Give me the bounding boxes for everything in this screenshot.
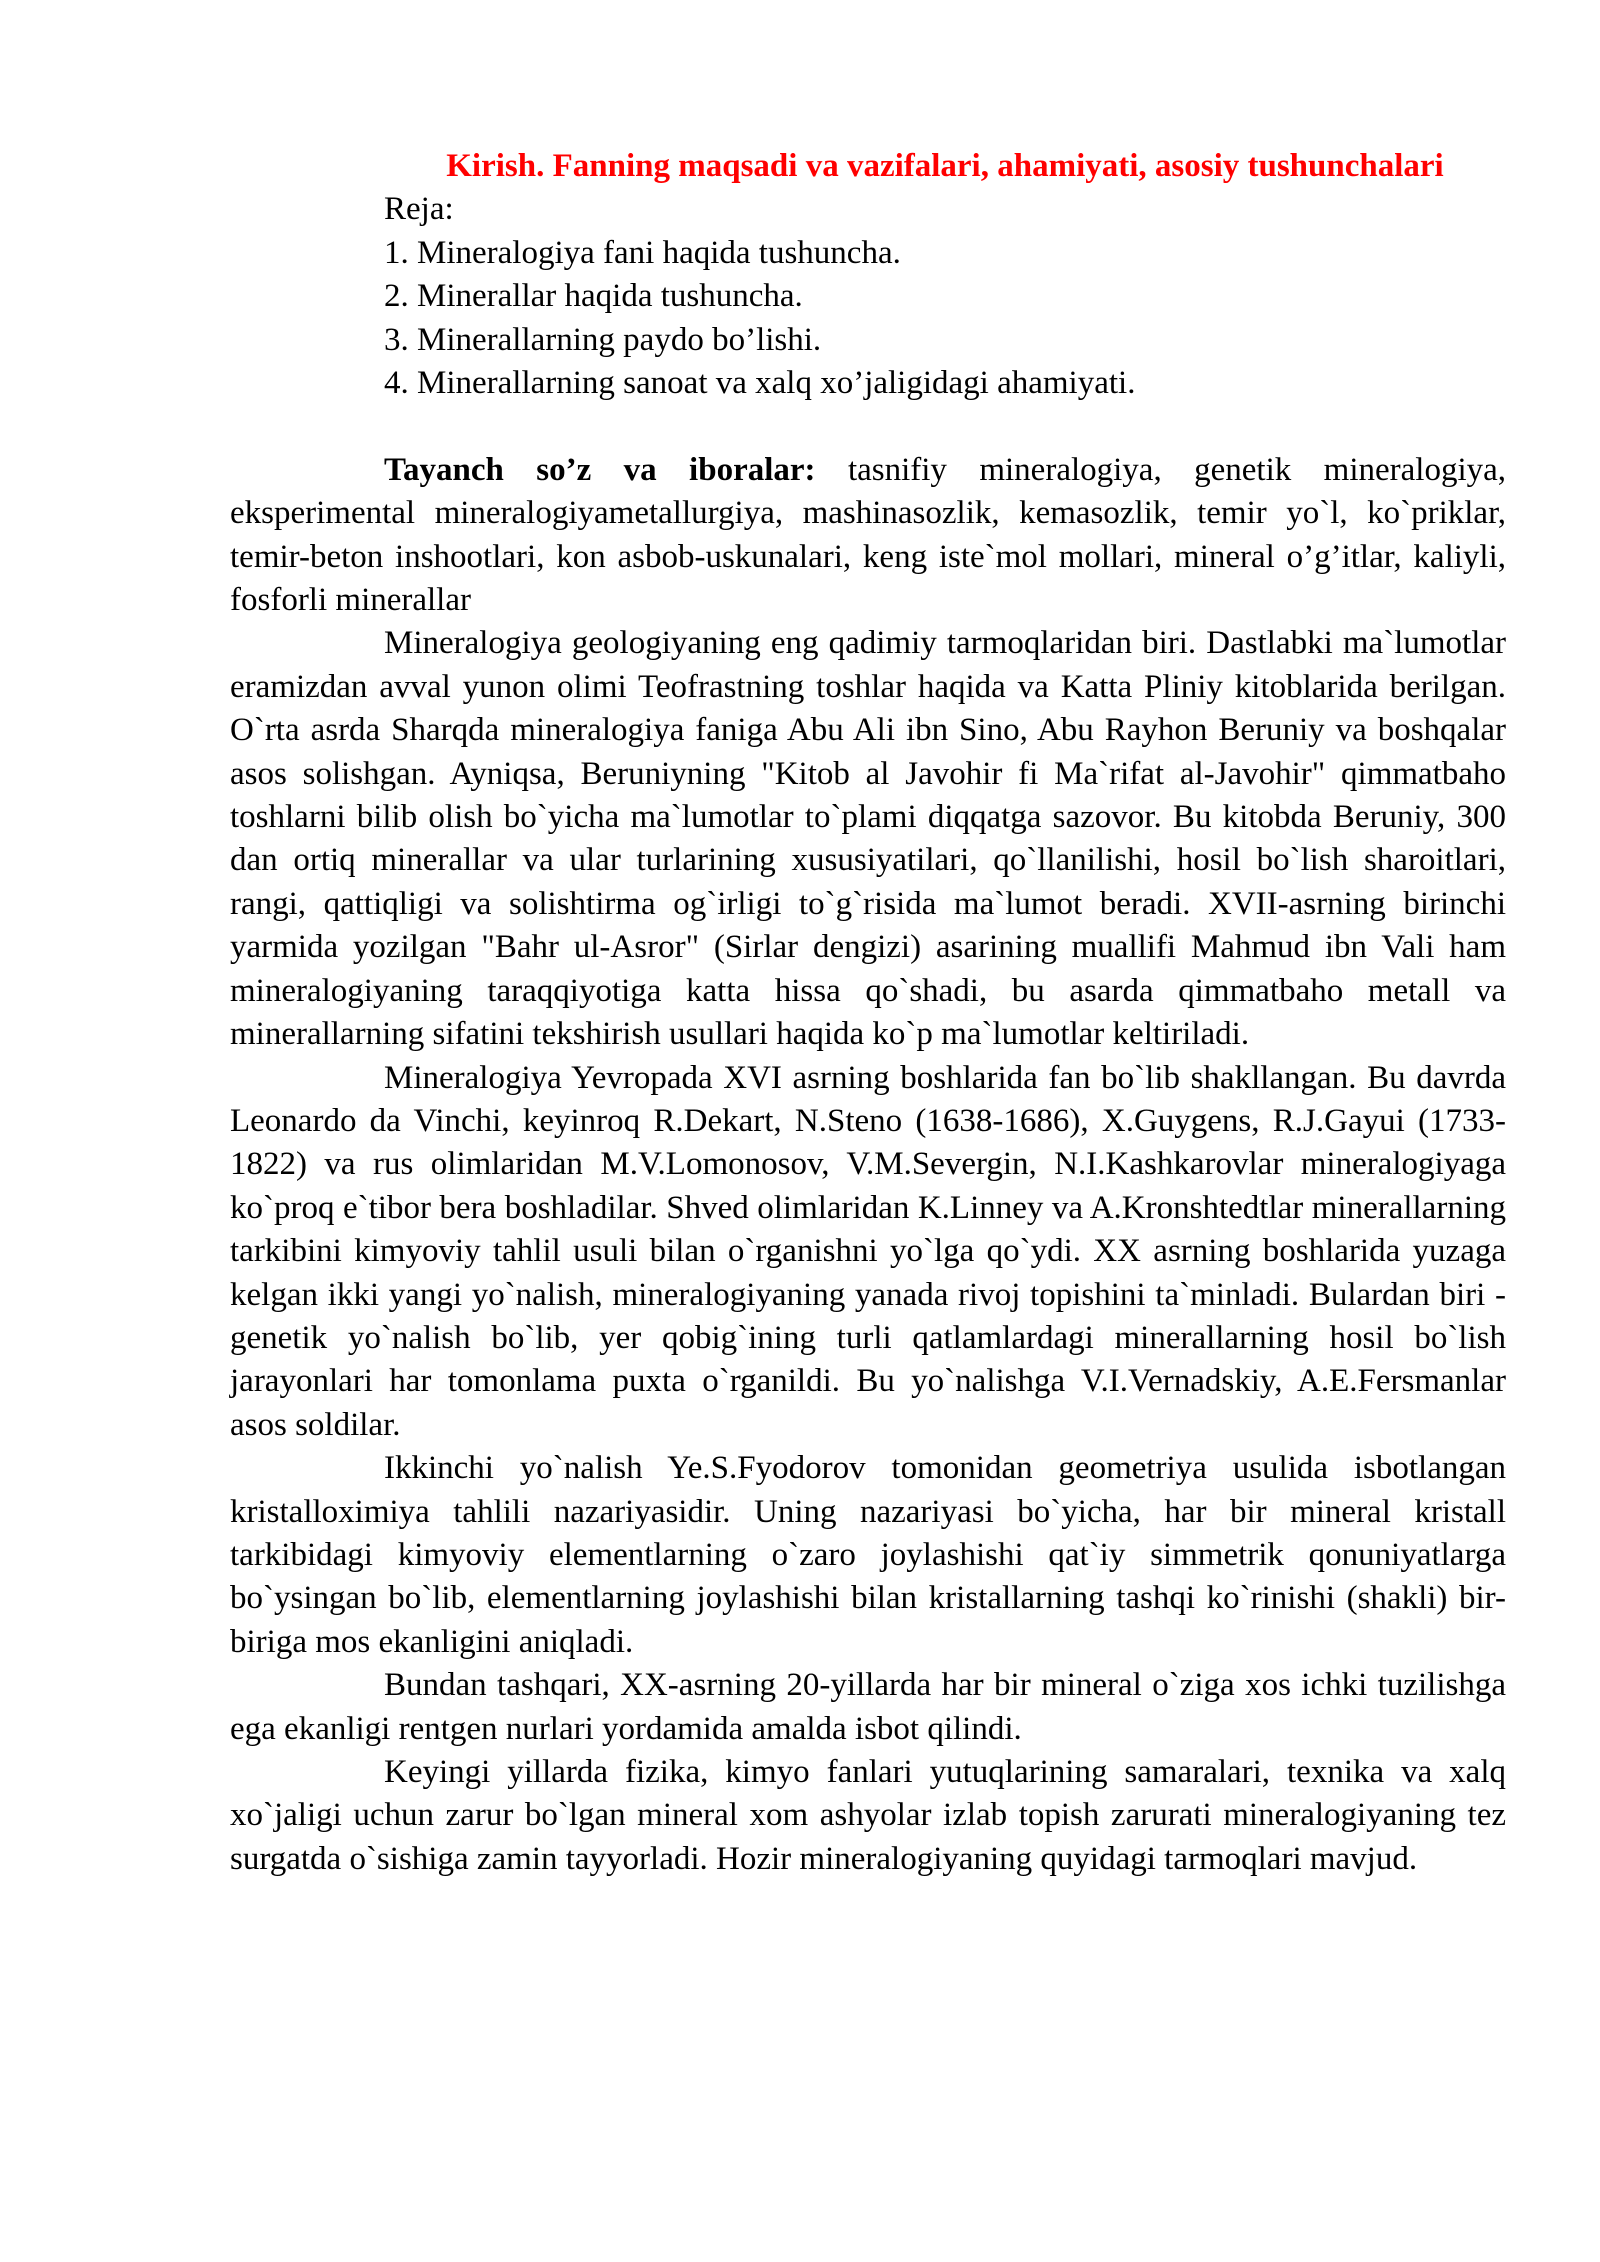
blank-line	[230, 405, 1506, 448]
plan-item: 4. Minerallarning sanoat va xalq xo’jaligidagi ahamiyati.	[384, 365, 1136, 402]
page-title: Kirish. Fanning maqsadi va vazifalari, ahamiyati, asosiy tushunchalari	[446, 148, 1444, 184]
document-content	[230, 145, 1506, 1881]
body-paragraph: Bundan tashqari, XX-asrning 20-yillarda har bir mineral o`ziga xos ichki tuzilishga ega ekanligi rentgen nurlari yordamida amalda isbot qilindi.	[230, 1667, 1506, 1747]
body-paragraph: Keyingi yillarda fizika, kimyo fanlari yutuqlarining samaralari, texnika va xalq xo`jaligi uchun zarur bo`lgan mineral xom ashyolar izlab topish zarurati mineralogiyaning tez surgatda o`sishiga zamin tayyorladi. Hozir mineralogiyaning quyidagi tarmoqlari mavjud.	[230, 1754, 1506, 1877]
body-paragraph: Mineralogiya Yevropada XVI asrning boshlarida fan bo`lib shakllangan. Bu davrda Leonardo da Vinchi, keyinroq R.Dekart, N.Steno (1638-1686), X.Guygens, R.J.Gayui (1733-1822) va rus olimlaridan M.V.Lomonosov, V.M.Severgin, N.I.Kashkarovlar mineralogiyaga ko`proq e`tibor bera boshladilar. Shved olimlaridan K.Linney va A.Kronshtedtlar minerallarning tarkibini kimyoviy tahlil usuli bilan o`rganishni yo`lga qo`ydi. XX asrning boshlarida yuzaga kelgan ikki yangi yo`nalish, mineralogiyaning yanada rivoj topishini ta`minladi. Bulardan biri - genetik yo`nalish bo`lib, yer qobig`ining turli qatlamlardagi minerallarning hosil bo`lish jarayonlari har tomonlama puxta o`rganildi. Bu yo`nalishga V.I.Vernadskiy, A.E.Fersmanlar asos soldilar.	[230, 1059, 1506, 1443]
plan-label: Reja:	[384, 191, 454, 228]
keywords-body: tasnifiy mineralogiya, genetik mineralogiya, eksperimental mineralogiyametallurgiya, mashinasozlik, kemasozlik, temir yo`l, ko`priklar, temir-beton inshootlari, kon asbob-uskunalari, keng iste`mol mollari, mineral o’g’itlar, kaliyli, fosforli minerallar	[230, 451, 1507, 619]
keywords-paragraph	[230, 449, 1506, 623]
plan-item: 3. Minerallarning paydo bo’lishi.	[384, 321, 822, 358]
paragraphs-block	[230, 622, 1506, 1881]
plan-list	[230, 232, 1506, 406]
body-paragraph: Mineralogiya geologiyaning eng qadimiy tarmoqlaridan biri. Dastlabki ma`lumotlar eramizdan avval yunon olimi Teofrastning toshlar haqida va Katta Pliniy kitoblarida berilgan. O`rta asrda Sharqda mineralogiya faniga Abu Ali ibn Sino, Abu Rayhon Beruniy va boshqalar asos solishgan. Ayniqsa, Beruniyning "Kitob al Javohir fi Ma`rifat al-Javohir" qimmatbaho toshlarni bilib olish bo`yicha ma`lumotlar to`plami diqqatga sazovor. Bu kitobda Beruniy, 300 dan ortiq minerallar va ular turlarining xususiyatilari, qo`llanilishi, hosil bo`lish sharoitlari, rangi, qattiqligi va solishtirma og`irligi to`g`risida ma`lumot beradi. XVII-asrning birinchi yarmida yozilgan "Bahr ul-Asror" (Sirlar dengizi) asarining muallifi Mahmud ibn Vali ham mineralogiyaning taraqqiyotiga katta hissa qo`shadi, bu asarda qimmatbaho metall va minerallarning sifatini tekshirish usullari haqida ko`p ma`lumotlar keltiriladi.	[230, 625, 1506, 1053]
keywords-lead: Tayanch so’z va iboralar:	[384, 451, 816, 488]
plan-item: 2. Minerallar haqida tushuncha.	[384, 278, 803, 315]
body-paragraph: Ikkinchi yo`nalish Ye.S.Fyodorov tomonidan geometriya usulida isbotlangan kristalloximiya tahlili nazariyasidir. Uning nazariyasi bo`yicha, har bir mineral kristall tarkibidagi kimyoviy elementlarning o`zaro joylashishi qat`iy simmetrik qonuniyatlarga bo`ysingan bo`lib, elementlarning joylashishi bilan kristallarning tashqi ko`rinishi (shakli) bir-biriga mos ekanligini aniqladi.	[230, 1450, 1506, 1660]
plan-item: 1. Mineralogiya fani haqida tushuncha.	[384, 234, 901, 271]
